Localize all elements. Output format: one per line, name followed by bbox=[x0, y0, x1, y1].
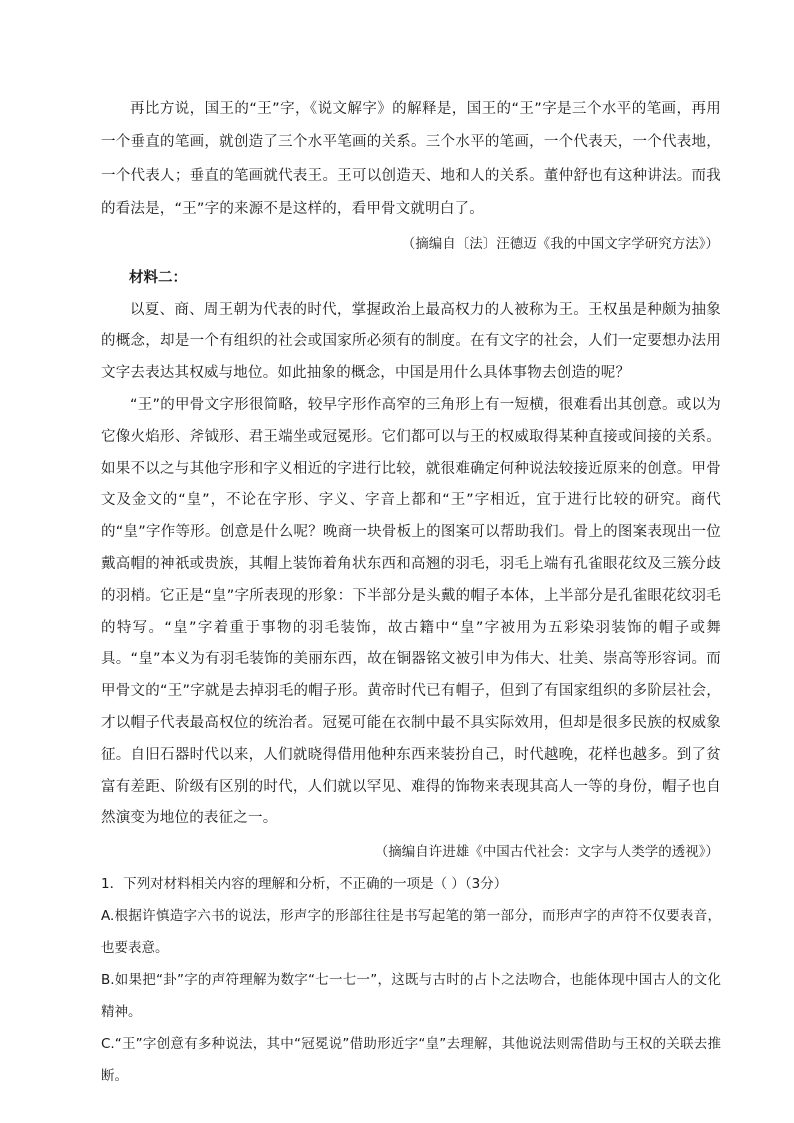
question-1-option-c: C.“王”字创意有多种说法，其中“冠冕说”借助形近字“皇”去理解，其他说法则需借助与王权的关联去推断。 bbox=[101, 1036, 721, 1085]
material2-heading: 材料二： bbox=[129, 269, 187, 286]
question-1-option-a: A.根据许慎造字六书的说法，形声字的形部往往是书写起笔的第一部分，而形声字的声符不仅要表音，也要表意。 bbox=[101, 908, 721, 957]
material2-paragraph-2: “王”的甲骨文字形很简略，较早字形作高窄的三角形上有一短横，很难看出其创意。或以为它像火焰形、斧钺形、君王端坐或冠冕形。它们都可以与王的权威取得某种直接或间接的关系。如果不以之与其他字形和字义相近的字进行比较，就很难确定何种说法较接近原来的创意。甲骨文及金文的“皇”，不论在字形、字义、字音上都和“王”字相近，宜于进行比较的研究。商代的“皇”字作等形。创意是什么呢？晚商一块骨板上的图案可以帮助我们。骨上的图案表现出一位戴高帽的神祇或贵族，其帽上装饰着角状东西和高翘的羽毛，羽毛上端有孔雀眼花纹及三簇分歧的羽梢。它正是“皇”字所表现的形象：下半部分是头戴的帽子本体，上半部分是孔雀眼花纹羽毛的特写。“皇”字着重于事物的羽毛装饰，故古籍中“皇”字被用为五彩染羽装饰的帽子或舞具。“皇”本义为有羽毛装饰的美丽东西，故在铜器铭文被引申为伟大、壮美、崇高等形容词。而甲骨文的“王”字就是去掉羽毛的帽子形。黄帝时代已有帽子，但到了有国家组织的多阶层社会，才以帽子代表最高权位的统治者。冠冕可能在衣制中最不具实际效用，但却是很多民族的权威象征。自旧石器时代以来，人们就晓得借用他种东西来装扮自己，时代越晚，花样也越多。到了贫富有差距、阶级有区别的时代，人们就以罕见、难得的饰物来表现其高人一等的身份，帽子也自然演变为地位的表征之一。 bbox=[101, 397, 721, 827]
question-1-option-b: B.如果把“卦”字的声符理解为数字“七一七一”，这既与古时的占卜之法吻合，也能体现中国古人的文化精神。 bbox=[101, 972, 721, 1021]
material1-source: （摘编自〔法〕汪德迈《我的中国文字学研究方法》） bbox=[401, 235, 719, 252]
question-1-stem: 1．下列对材料相关内容的理解和分析，不正确的一项是（ ）（3分） bbox=[101, 876, 508, 893]
material2-paragraph-1: 以夏、商、周王朝为代表的时代，掌握政治上最高权力的人被称为王。王权虽是种颇为抽象的概念，却是一个有组织的社会或国家所必须有的制度。在有文字的社会，人们一定要想办法用文字去表达其权威与地位。如此抽象的概念，中国是用什么具体事物去创造的呢？ bbox=[101, 301, 721, 382]
material2-source: （摘编自许进雄《中国古代社会：文字与人类学的透视》） bbox=[374, 844, 719, 861]
document-body bbox=[101, 93, 721, 1092]
material1-paragraph: 再比方说，国王的“王”字，《说文解字》的解释是，国王的“王”字是三个水平的笔画，再用一个垂直的笔画，就创造了三个水平笔画的关系。三个水平的笔画，一个代表天，一个代表地，一个代表人；垂直的笔画就代表王。王可以创造天、地和人的关系。董仲舒也有这种讲法。而我的看法是，“王”字的来源不是这样的，看甲骨文就明白了。 bbox=[101, 101, 721, 218]
